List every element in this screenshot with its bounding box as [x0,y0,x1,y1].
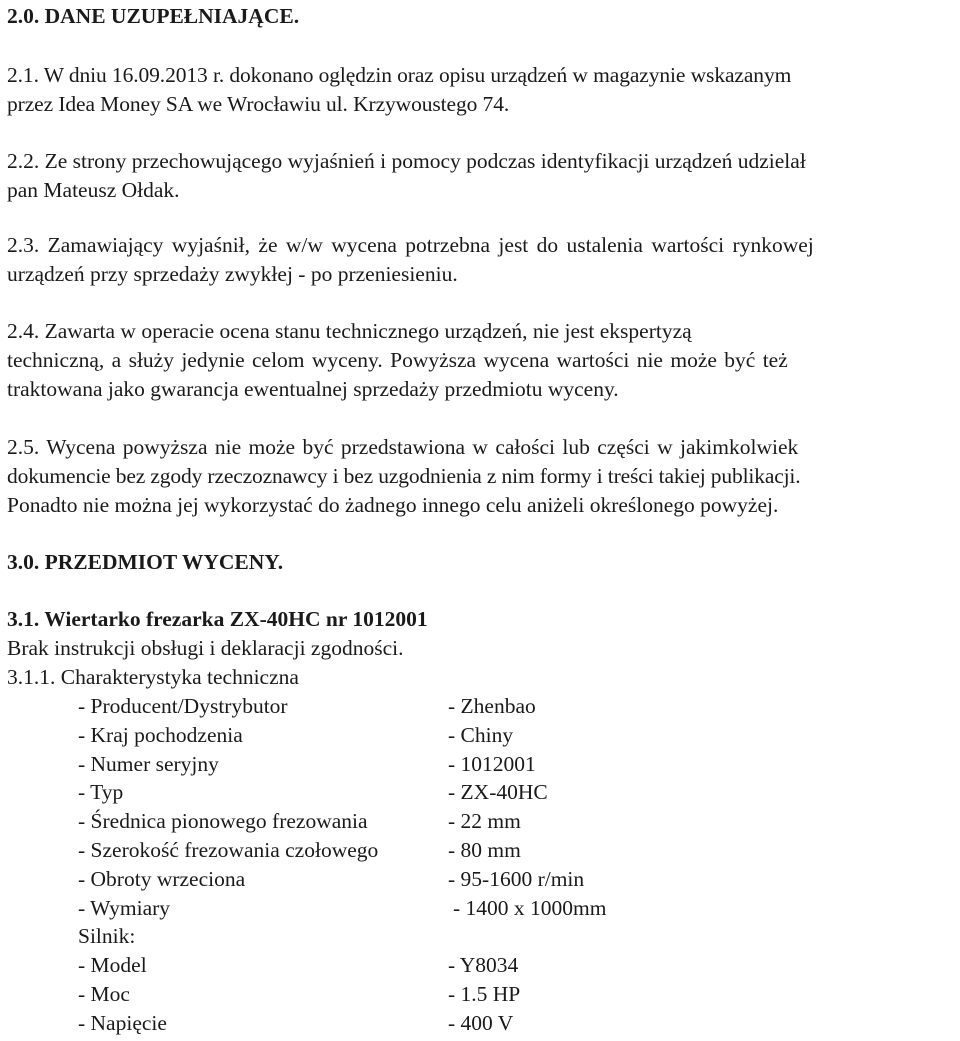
spec-row [78,836,678,865]
spec-label: - Moc [78,981,130,1006]
spec-label: - Model [78,953,147,978]
paragraph-line: 2.3. Zamawiający wyjaśnił, że w/w wycena potrzebna jest do ustalenia wartości rynkowej [7,233,814,257]
spec-row [78,951,678,980]
item-note: Brak instrukcji obsługi i deklaracji zgodności. [7,636,404,660]
spec-value: - Y8034 [448,953,519,978]
paragraph-line: urządzeń przy sprzedaży zwykłej - po przeniesieniu. [7,262,458,286]
spec-value: - 80 mm [448,837,521,862]
spec-row [78,894,678,923]
spec-value: - 1.5 HP [448,981,521,1006]
spec-row [78,721,678,750]
spec-label: - Typ [78,780,124,805]
paragraph-line: Ponadto nie można jej wykorzystać do żadnego innego celu aniżeli określonego powyżej. [7,493,779,517]
section-3-heading: 3.0. PRZEDMIOT WYCENY. [7,550,284,574]
paragraph-line: 2.2. Ze strony przechowującego wyjaśnień i pomocy podczas identyfikacji urządzeń udzielał [7,149,806,173]
paragraph-line: traktowana jako gwarancja ewentualnej sprzedaży przedmiotu wyceny. [7,377,619,401]
motor-label [78,922,678,951]
spec-label: - Kraj pochodzenia [78,722,243,747]
spec-row [78,865,678,894]
spec-value: - 22 mm [448,809,521,834]
spec-value: - 95-1600 r/min [448,866,585,891]
paragraph-2-2 [7,147,953,205]
spec-label: - Numer seryjny [78,751,219,776]
spec-value: - ZX-40HC [448,780,548,805]
paragraph-2-5 [7,433,953,520]
spec-value: - 1400 x 1000mm [453,895,607,920]
spec-row [78,807,678,836]
paragraph-line: 2.1. W dniu 16.09.2013 r. dokonano oględzin oraz opisu urządzeń w magazynie wskazanym [7,63,792,87]
spec-label: - Napięcie [78,1010,167,1035]
spec-label: - Szerokość frezowania czołowego [78,837,379,862]
spec-value: - 1012001 [448,751,536,776]
spec-subheading: 3.1.1. Charakterystyka techniczna [7,665,299,689]
paragraph-2-1 [7,61,953,119]
spec-label: - Producent/Dystrybutor [78,694,288,718]
motor-heading: Silnik: [78,924,136,949]
paragraph-line: 2.4. Zawarta w operacie ocena stanu technicznego urządzeń, nie jest ekspertyzą [7,319,692,343]
spec-row [78,778,678,807]
paragraph-2-3 [7,231,953,289]
spec-row [78,692,678,721]
paragraph-line: techniczną, a służy jedynie celom wyceny. Powyższa wycena wartości nie może być też [7,348,788,372]
paragraph-line: przez Idea Money SA we Wrocławiu ul. Krzywoustego 74. [7,92,510,116]
spec-table [78,692,678,1038]
section-2-heading: 2.0. DANE UZUPEŁNIAJĄCE. [7,4,300,28]
spec-label: - Obroty wrzeciona [78,866,246,891]
spec-value: - Chiny [448,722,514,747]
spec-label: - Wymiary [78,895,171,920]
spec-label: - Średnica pionowego frezowania [78,809,368,834]
spec-row [78,1009,678,1038]
paragraph-line: 2.5. Wycena powyższa nie może być przedstawiona w całości lub części w jakimkolwiek [7,435,799,459]
paragraph-line: dokumencie bez zgody rzeczoznawcy i bez uzgodnienia z nim formy i treści takiej publikacji. [7,464,801,488]
spec-row [78,980,678,1009]
paragraph-line: pan Mateusz Ołdak. [7,178,180,202]
spec-value: - Zhenbao [448,694,536,718]
spec-value: - 400 V [448,1010,514,1035]
paragraph-2-4 [7,317,953,404]
item-heading: 3.1. Wiertarko frezarka ZX-40HC nr 1012001 [7,607,428,631]
spec-row [78,750,678,779]
